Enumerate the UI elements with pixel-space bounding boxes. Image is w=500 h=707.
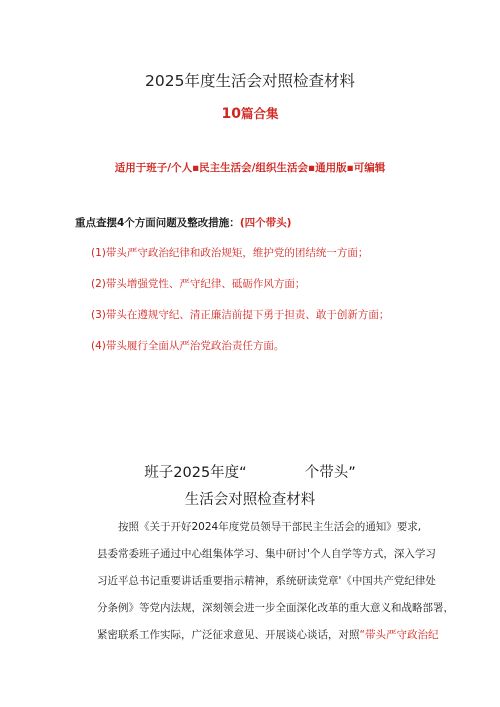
focus-item-4: (4)带头履行全面从严治党政治责任方面。	[91, 340, 285, 352]
section-title-line-1	[0, 461, 500, 482]
section-title-line-2: 生活会对照检查材料	[184, 492, 316, 508]
section-title-part-2: 个带头”	[304, 465, 356, 481]
focus-item-1: (1)带头严守政治纪律和政治规矩，维护党的团结统一方面；	[91, 247, 369, 259]
focus-item-2: (2)带头增强党性、严守纪律、砥砺作风方面；	[91, 278, 306, 290]
body-line-3: 习近平总书记重要讲话重要指示精神，系统研读党章'《中国共产党纪律处	[97, 575, 436, 587]
body-line-2: 县委常委班子通过中心组集体学习、集中研讨'个人自学等方式，深入学习	[97, 548, 436, 560]
collection-subtitle	[0, 104, 500, 122]
body-line-5-text: 紧密联系工作实际，广泛征求意见、开展谈心谈话，对照	[97, 629, 360, 641]
document-title: 2025年度生活会对照检查材料	[145, 72, 355, 90]
body-line-5-highlight: “带头严守政治纪	[359, 629, 439, 641]
body-line-1: 按照《关于开好2024年度党员领导干部民主生活会的通知》要求,	[118, 521, 422, 533]
focus-heading	[75, 215, 291, 230]
focus-heading-tag: (四个带头)	[239, 217, 292, 229]
collection-label: 篇合集	[240, 106, 279, 121]
focus-item-3: (3)带头在遵规守纪、清正廉洁前提下勇于担责、敢于创新方面；	[91, 309, 390, 321]
applicability-note: 适用于班子/个人▪民主生活会/组织生活会▪通用版▪可编辑	[114, 162, 386, 174]
collection-count: 10	[221, 106, 241, 122]
body-line-5	[97, 627, 438, 642]
body-line-4: 分条例》等党内法规，深刻领会进一步全面深化改革的重大意义和战略部署，	[97, 602, 454, 614]
focus-heading-text: 重点查摆4个方面问题及整改措施：	[75, 217, 240, 229]
section-title-part-1: 班子2025年度“	[144, 465, 247, 481]
